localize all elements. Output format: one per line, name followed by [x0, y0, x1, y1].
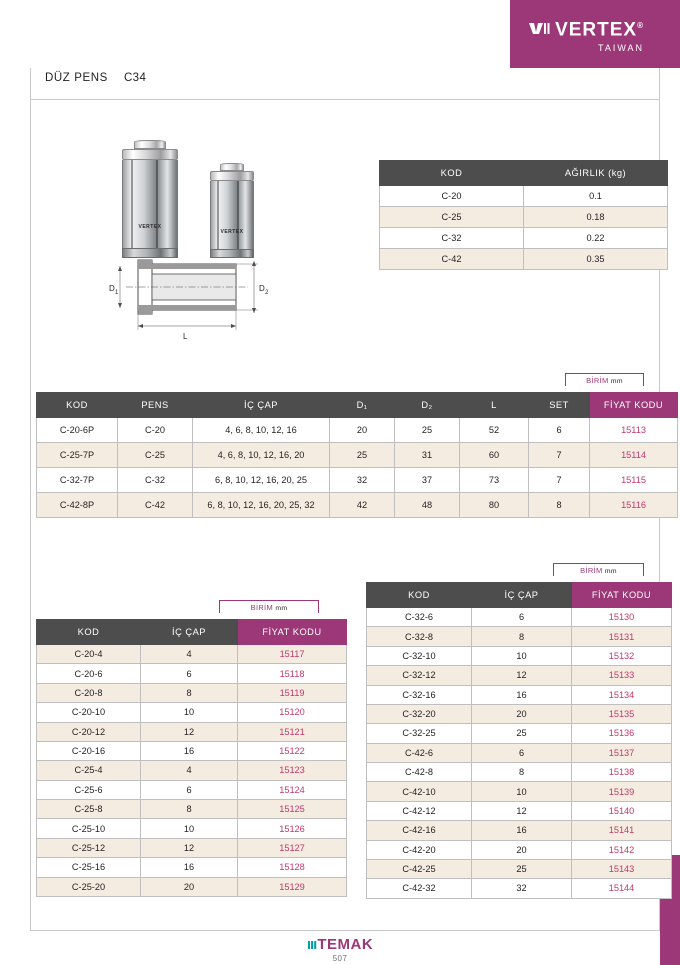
- cell-ic-cap: 16: [141, 741, 238, 760]
- cell-kod: C-25-16: [37, 858, 141, 877]
- cell-ic-cap: 6, 8, 10, 12, 16, 20, 25: [193, 468, 330, 493]
- table-header-row: [37, 393, 678, 418]
- cell-weight: 0.18: [524, 207, 668, 228]
- cell-kod: C-25-8: [37, 800, 141, 819]
- cell-price-code: 15125: [238, 800, 347, 819]
- cell-ic-cap: 32: [472, 879, 572, 898]
- cell-l: 80: [460, 493, 529, 518]
- cell-kod: C-25: [380, 207, 524, 228]
- cell-price-code: 15138: [572, 763, 672, 782]
- cell-kod: C-32-8: [367, 627, 472, 646]
- cell-kod: C-20-8: [37, 683, 141, 702]
- column-header-weight: AĞIRLIK (kg): [524, 161, 668, 186]
- table-row: [37, 645, 347, 664]
- table-row: [37, 780, 347, 799]
- cell-pens: C-42: [118, 493, 193, 518]
- table-row: [367, 801, 672, 820]
- cell-kod: C-42: [380, 249, 524, 270]
- column-header-price-code: FİYAT KODU: [572, 583, 672, 608]
- cell-ic-cap: 8: [141, 800, 238, 819]
- cell-kod: C-20-4: [37, 645, 141, 664]
- cell-d2: 37: [395, 468, 460, 493]
- page-title: [45, 72, 146, 84]
- cell-pens: C-25: [118, 443, 193, 468]
- cell-weight: 0.1: [524, 186, 668, 207]
- cell-price-code: 15142: [572, 840, 672, 859]
- cell-price-code: 15120: [238, 703, 347, 722]
- table-row: [367, 879, 672, 898]
- cell-kod: C-32-16: [367, 685, 472, 704]
- cell-kod: C-42-25: [367, 859, 472, 878]
- table-row: [367, 859, 672, 878]
- table-row: [367, 821, 672, 840]
- cell-d1: 32: [330, 468, 395, 493]
- table-row: [380, 228, 668, 249]
- cell-price-code: 15118: [238, 664, 347, 683]
- cell-l: 52: [460, 418, 529, 443]
- cell-ic-cap: 10: [141, 703, 238, 722]
- cell-price-code: 15116: [590, 493, 678, 518]
- table-row: [37, 858, 347, 877]
- cell-kod: C-25-6: [37, 780, 141, 799]
- unit-label-mm: mm: [610, 378, 623, 385]
- cell-kod: C-42-20: [367, 840, 472, 859]
- cell-price-code: 15119: [238, 683, 347, 702]
- collet-body: [122, 160, 178, 248]
- svg-text:1: 1: [115, 290, 119, 296]
- cell-price-code: 15127: [238, 838, 347, 857]
- cell-ic-cap: 16: [141, 858, 238, 877]
- unit-label-main: [565, 373, 644, 386]
- cell-price-code: 15124: [238, 780, 347, 799]
- table-row: [367, 724, 672, 743]
- cell-price-code: 15137: [572, 743, 672, 762]
- table-row: [37, 800, 347, 819]
- unit-label-text: BİRİM: [586, 376, 609, 385]
- column-header-kod: KOD: [380, 161, 524, 186]
- cell-d2: 31: [395, 443, 460, 468]
- cell-price-code: 15136: [572, 724, 672, 743]
- table-row: [367, 704, 672, 723]
- cell-price-code: 15123: [238, 761, 347, 780]
- collet-cap: [134, 140, 166, 149]
- table-row: [367, 782, 672, 801]
- cell-ic-cap: 6: [141, 780, 238, 799]
- page-title-code: C34: [123, 72, 147, 84]
- cell-set: 8: [529, 493, 590, 518]
- collet-cap: [220, 163, 244, 171]
- specification-table: [36, 392, 678, 518]
- cell-kod: C-32-10: [367, 646, 472, 665]
- column-header-ic-cap: İÇ ÇAP: [472, 583, 572, 608]
- table-row: [380, 249, 668, 270]
- left-rule: [30, 68, 31, 930]
- cell-pens: C-20: [118, 418, 193, 443]
- table-row: [367, 627, 672, 646]
- cell-price-code: 15122: [238, 741, 347, 760]
- column-header-d1: D₁: [330, 393, 395, 418]
- cell-kod: C-32-6: [367, 608, 472, 627]
- header-divider: [30, 99, 660, 100]
- column-header-price-code: FİYAT KODU: [238, 620, 347, 645]
- page-title-text: DÜZ PENS: [45, 72, 108, 84]
- collet-brand-text: VERTEX: [138, 224, 162, 231]
- table-row: [367, 608, 672, 627]
- table-row: [37, 493, 678, 518]
- cell-kod: C-42-16: [367, 821, 472, 840]
- table-header-row: [380, 161, 668, 186]
- table-row: [380, 186, 668, 207]
- cell-kod: C-25-20: [37, 877, 141, 896]
- product-photo-group: [100, 118, 290, 258]
- cell-ic-cap: 16: [472, 821, 572, 840]
- weight-table: [379, 160, 668, 270]
- cell-ic-cap: 6: [141, 664, 238, 683]
- cell-price-code: 15121: [238, 722, 347, 741]
- table-row: [37, 443, 678, 468]
- column-header-d2: D₂: [395, 393, 460, 418]
- table-header-row: [367, 583, 672, 608]
- cell-kod: C-20-6P: [37, 418, 118, 443]
- cell-pens: C-32: [118, 468, 193, 493]
- table-row: [37, 838, 347, 857]
- technical-drawing: [96, 258, 296, 343]
- table-row: [367, 685, 672, 704]
- cell-ic-cap: 12: [472, 801, 572, 820]
- cell-price-code: 15139: [572, 782, 672, 801]
- cell-kod: C-20-16: [37, 741, 141, 760]
- cell-ic-cap: 20: [472, 704, 572, 723]
- cell-kod: C-42-8P: [37, 493, 118, 518]
- cell-kod: C-25-12: [37, 838, 141, 857]
- table-row: [37, 741, 347, 760]
- collet-flange: [210, 171, 254, 181]
- cell-kod: C-20-6: [37, 664, 141, 683]
- cell-ic-cap: 4: [141, 645, 238, 664]
- cell-ic-cap: 10: [141, 819, 238, 838]
- brand-name: VERTEX: [555, 19, 638, 41]
- collet-base: [210, 249, 254, 258]
- collet-table-right: [366, 582, 672, 899]
- cell-ic-cap: 10: [472, 646, 572, 665]
- footer-logo-text: TEMAK: [317, 936, 374, 953]
- cell-price-code: 15135: [572, 704, 672, 723]
- brand-registered: ®: [637, 21, 644, 30]
- cell-kod: C-25-7P: [37, 443, 118, 468]
- collet-flange: [122, 149, 178, 160]
- unit-label-left: [219, 600, 319, 613]
- cell-ic-cap: 4, 6, 8, 10, 12, 16, 20: [193, 443, 330, 468]
- column-header-l: L: [460, 393, 529, 418]
- cell-kod: C-20: [380, 186, 524, 207]
- cell-ic-cap: 12: [472, 666, 572, 685]
- table-row: [367, 840, 672, 859]
- cell-ic-cap: 8: [472, 627, 572, 646]
- cell-weight: 0.22: [524, 228, 668, 249]
- cell-price-code: 15143: [572, 859, 672, 878]
- brand-name-row: [529, 16, 644, 40]
- cell-set: 6: [529, 418, 590, 443]
- cell-set: 7: [529, 443, 590, 468]
- cell-kod: C-42-12: [367, 801, 472, 820]
- cell-price-code: 15133: [572, 666, 672, 685]
- cell-price-code: 15126: [238, 819, 347, 838]
- cell-price-code: 15140: [572, 801, 672, 820]
- collet-brand-text: VERTEX: [220, 229, 244, 236]
- table-row: [37, 761, 347, 780]
- table-row: [37, 722, 347, 741]
- table-row: [367, 666, 672, 685]
- collet-base: [122, 248, 178, 258]
- product-photo-small: [210, 163, 254, 258]
- table-row: [37, 664, 347, 683]
- cell-kod: C-42-6: [367, 743, 472, 762]
- column-header-ic-cap: İÇ ÇAP: [141, 620, 238, 645]
- cell-ic-cap: 6: [472, 743, 572, 762]
- cell-price-code: 15114: [590, 443, 678, 468]
- cell-ic-cap: 4, 6, 8, 10, 12, 16: [193, 418, 330, 443]
- cell-kod: C-32-7P: [37, 468, 118, 493]
- cell-d2: 48: [395, 493, 460, 518]
- cell-price-code: 15144: [572, 879, 672, 898]
- svg-text:2: 2: [265, 290, 269, 296]
- cell-ic-cap: 12: [141, 722, 238, 741]
- column-header-set: SET: [529, 393, 590, 418]
- table-row: [367, 646, 672, 665]
- cell-kod: C-42-8: [367, 763, 472, 782]
- column-header-kod: KOD: [37, 393, 118, 418]
- cell-kod: C-25-10: [37, 819, 141, 838]
- column-header-kod: KOD: [37, 620, 141, 645]
- svg-text:D: D: [259, 284, 265, 293]
- cell-ic-cap: 25: [472, 724, 572, 743]
- cell-ic-cap: 20: [141, 877, 238, 896]
- column-header-kod: KOD: [367, 583, 472, 608]
- cell-price-code: 15141: [572, 821, 672, 840]
- header-band-white: [0, 0, 510, 68]
- column-header-pens: PENS: [118, 393, 193, 418]
- cell-d1: 42: [330, 493, 395, 518]
- cell-price-code: 15115: [590, 468, 678, 493]
- svg-text:L: L: [183, 332, 188, 341]
- unit-label-right: [553, 563, 644, 576]
- cell-ic-cap: 8: [141, 683, 238, 702]
- column-header-price-code: FİYAT KODU: [590, 393, 678, 418]
- cell-price-code: 15134: [572, 685, 672, 704]
- cell-ic-cap: 4: [141, 761, 238, 780]
- cell-d2: 25: [395, 418, 460, 443]
- table-row: [37, 819, 347, 838]
- cell-kod: C-42-10: [367, 782, 472, 801]
- bottom-corner-accent: [660, 930, 680, 965]
- brand-logo: [529, 16, 644, 53]
- cell-kod: C-32-25: [367, 724, 472, 743]
- collet-table-left: [36, 619, 347, 897]
- cell-l: 73: [460, 468, 529, 493]
- page-number: 507: [332, 954, 348, 963]
- table-row: [367, 743, 672, 762]
- cell-kod: C-32-20: [367, 704, 472, 723]
- cell-d1: 20: [330, 418, 395, 443]
- cell-kod: C-20-10: [37, 703, 141, 722]
- cell-ic-cap: 8: [472, 763, 572, 782]
- vertex-mark-icon: [529, 20, 551, 40]
- unit-label-text: BİRİM: [250, 603, 273, 612]
- table-row: [37, 418, 678, 443]
- cell-kod: C-42-32: [367, 879, 472, 898]
- unit-label-mm: mm: [604, 568, 617, 575]
- footer-divider: [30, 930, 660, 931]
- cell-price-code: 15129: [238, 877, 347, 896]
- cell-ic-cap: 6, 8, 10, 12, 16, 20, 25, 32: [193, 493, 330, 518]
- cell-kod: C-32-12: [367, 666, 472, 685]
- cell-d1: 25: [330, 443, 395, 468]
- cell-ic-cap: 12: [141, 838, 238, 857]
- unit-label-mm: mm: [275, 605, 288, 612]
- cell-set: 7: [529, 468, 590, 493]
- svg-text:D: D: [109, 284, 115, 293]
- cell-price-code: 15131: [572, 627, 672, 646]
- table-row: [37, 703, 347, 722]
- page-footer: [0, 936, 680, 963]
- cell-price-code: 15132: [572, 646, 672, 665]
- temak-bars-icon: ııı: [306, 936, 317, 953]
- cell-weight: 0.35: [524, 249, 668, 270]
- cell-ic-cap: 16: [472, 685, 572, 704]
- cell-l: 60: [460, 443, 529, 468]
- cell-price-code: 15113: [590, 418, 678, 443]
- table-row: [37, 877, 347, 896]
- cell-kod: C-20-12: [37, 722, 141, 741]
- cell-kod: C-32: [380, 228, 524, 249]
- cell-price-code: 15117: [238, 645, 347, 664]
- cell-price-code: 15130: [572, 608, 672, 627]
- brand-country: TAIWAN: [598, 43, 644, 54]
- table-row: [37, 683, 347, 702]
- footer-logo: [0, 936, 680, 953]
- table-header-row: [37, 620, 347, 645]
- cell-ic-cap: 20: [472, 840, 572, 859]
- cell-ic-cap: 10: [472, 782, 572, 801]
- cell-price-code: 15128: [238, 858, 347, 877]
- product-photo-large: [122, 140, 178, 258]
- cell-kod: C-25-4: [37, 761, 141, 780]
- cell-ic-cap: 25: [472, 859, 572, 878]
- cell-ic-cap: 6: [472, 608, 572, 627]
- table-row: [380, 207, 668, 228]
- table-row: [367, 763, 672, 782]
- column-header-ic-cap: İÇ ÇAP: [193, 393, 330, 418]
- unit-label-text: BİRİM: [580, 566, 603, 575]
- table-row: [37, 468, 678, 493]
- collet-body: [210, 181, 254, 249]
